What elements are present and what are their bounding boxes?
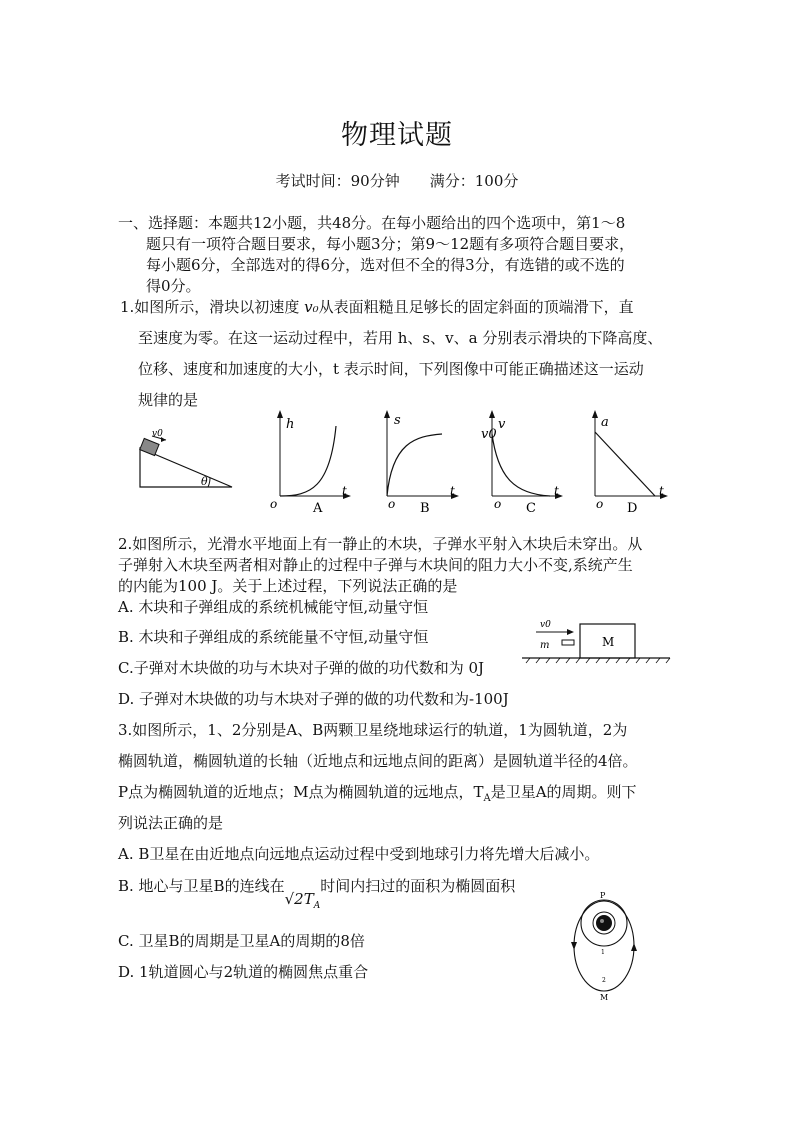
q1-text-a: 1.如图所示，滑块以初速度 — [120, 298, 305, 316]
q1-figure — [130, 408, 690, 520]
orbit-1-label: 1 — [601, 949, 605, 956]
q2-option-b: B. 木块和子弹组成的系统能量不守恒,动量守恒 — [118, 628, 429, 646]
bullet-mass-label: m — [540, 640, 550, 651]
q3-line-4: 列说法正确的是 — [118, 814, 224, 832]
bullet-v0-label: v0 — [540, 620, 551, 630]
graph-b-xlabel: t — [450, 484, 455, 498]
section-line-3: 每小题6分，全部选对的得6分，选对但不全的得3分，有选错的或不选的 — [146, 256, 625, 274]
q3-option-b — [118, 875, 516, 911]
q3-option-a: A. B卫星在由近地点向远地点运动过程中受到地球引力将先增大后减小。 — [118, 845, 600, 863]
graph-b-label: B — [420, 501, 430, 516]
q1-line-1 — [120, 296, 634, 317]
graph-c-origin: o — [494, 497, 502, 511]
orbit-m-label: M — [600, 993, 609, 1002]
q1-text-b: 从表面粗糙且足够长的固定斜面的顶端滑下，直 — [318, 298, 634, 316]
graph-c-y0: v0 — [481, 427, 497, 442]
section-line-2: 题只有一项符合题目要求，每小题3分；第9～12题有多项符合题目要求， — [146, 235, 635, 253]
q3-line-1: 3.如图所示，1、2分别是A、B两颗卫星绕地球运行的轨道，1为圆轨道，2为 — [118, 721, 628, 739]
exam-info: 考试时间：90分钟 满分：100分 — [275, 172, 519, 190]
q1-line-4: 规律的是 — [138, 391, 199, 409]
graph-a-origin: o — [270, 497, 278, 511]
graph-c-label: C — [526, 501, 536, 516]
graph-d-origin: o — [596, 497, 604, 511]
q2-option-c: C.子弹对木块做的功与木块对子弹的做的功代数和为 0J — [118, 659, 485, 677]
q2-line-2: 子弹射入木块至两者相对静止的过程中子弹与木块间的阻力大小不变,系统产生 — [118, 556, 633, 574]
q3-option-d: D. 1轨道圆心与2轨道的椭圆焦点重合 — [118, 963, 369, 981]
q3-line-3 — [118, 781, 637, 804]
q3-option-c: C. 卫星B的周期是卫星A的周期的8倍 — [118, 932, 365, 950]
graph-d-xlabel: t — [659, 484, 664, 498]
incline-diagram — [140, 429, 232, 488]
formula-main: √2T — [284, 890, 314, 908]
orbit-2-label: 2 — [602, 977, 606, 984]
page-title: 物理试题 — [341, 120, 453, 151]
graph-a — [270, 410, 351, 516]
q3-line-2: 椭圆轨道，椭圆轨道的长轴（近地点和远地点间的距离）是圆轨道半径的4倍。 — [118, 752, 638, 770]
q3-orbit-figure — [562, 888, 646, 1004]
q3-line-3-text-a: P点为椭圆轨道的近地点；M点为椭圆轨道的远地点，T — [118, 783, 484, 801]
graph-b — [384, 410, 459, 516]
q2-line-1: 2.如图所示，光滑水平地面上有一静止的木块，子弹水平射入木块后未穿出。从 — [118, 535, 643, 553]
graph-d-label: D — [627, 501, 638, 516]
graph-b-ylabel: s — [394, 413, 401, 428]
q3-option-b-text-a: B. 地心与卫星B的连线在 — [118, 877, 285, 895]
q2-line-3: 的内能为100 J。关于上述过程，下列说法正确的是 — [118, 577, 458, 595]
graph-b-origin: o — [388, 497, 396, 511]
graph-a-xlabel: t — [342, 484, 347, 498]
q1-line-2: 至速度为零。在这一运动过程中，若用 h、s、v、a 分别表示滑块的下降高度、 — [138, 329, 663, 347]
theta-label: θ — [201, 475, 208, 488]
block-mass-label: M — [602, 635, 615, 649]
q2-option-d: D. 子弹对木块做的功与木块对子弹的做的功代数和为-100J — [118, 690, 509, 708]
q3-line-3-text-b: 是卫星A的周期。则下 — [490, 783, 637, 801]
graph-c — [481, 410, 563, 516]
graph-a-ylabel: h — [286, 417, 295, 432]
q1-v0: v₀ — [304, 298, 319, 316]
sqrt2-ta-formula — [285, 890, 321, 911]
orbit-p-label: P — [600, 891, 606, 900]
q3-ta-subscript: A — [483, 793, 491, 804]
graph-d — [592, 410, 668, 516]
graph-c-xlabel: t — [554, 484, 559, 498]
earth-icon — [596, 915, 612, 931]
section-line-4: 得0分。 — [146, 277, 201, 295]
q2-figure — [522, 615, 672, 667]
graph-a-label: A — [313, 501, 323, 516]
formula-sub: A — [313, 901, 321, 911]
q2-option-a: A. 木块和子弹组成的系统机械能守恒,动量守恒 — [118, 598, 429, 616]
graph-d-ylabel: a — [601, 415, 609, 430]
section-line-1: 一、选择题：本题共12小题，共48分。在每小题给出的四个选项中，第1～8 — [118, 214, 626, 232]
incline-v0-label: v0 — [152, 429, 163, 439]
q3-option-b-text-b: 时间内扫过的面积为椭圆面积 — [320, 877, 516, 895]
q1-line-3: 位移、速度和加速度的大小，t 表示时间，下列图像中可能正确描述这一运动 — [138, 360, 644, 378]
graph-c-ylabel: v — [498, 417, 506, 432]
